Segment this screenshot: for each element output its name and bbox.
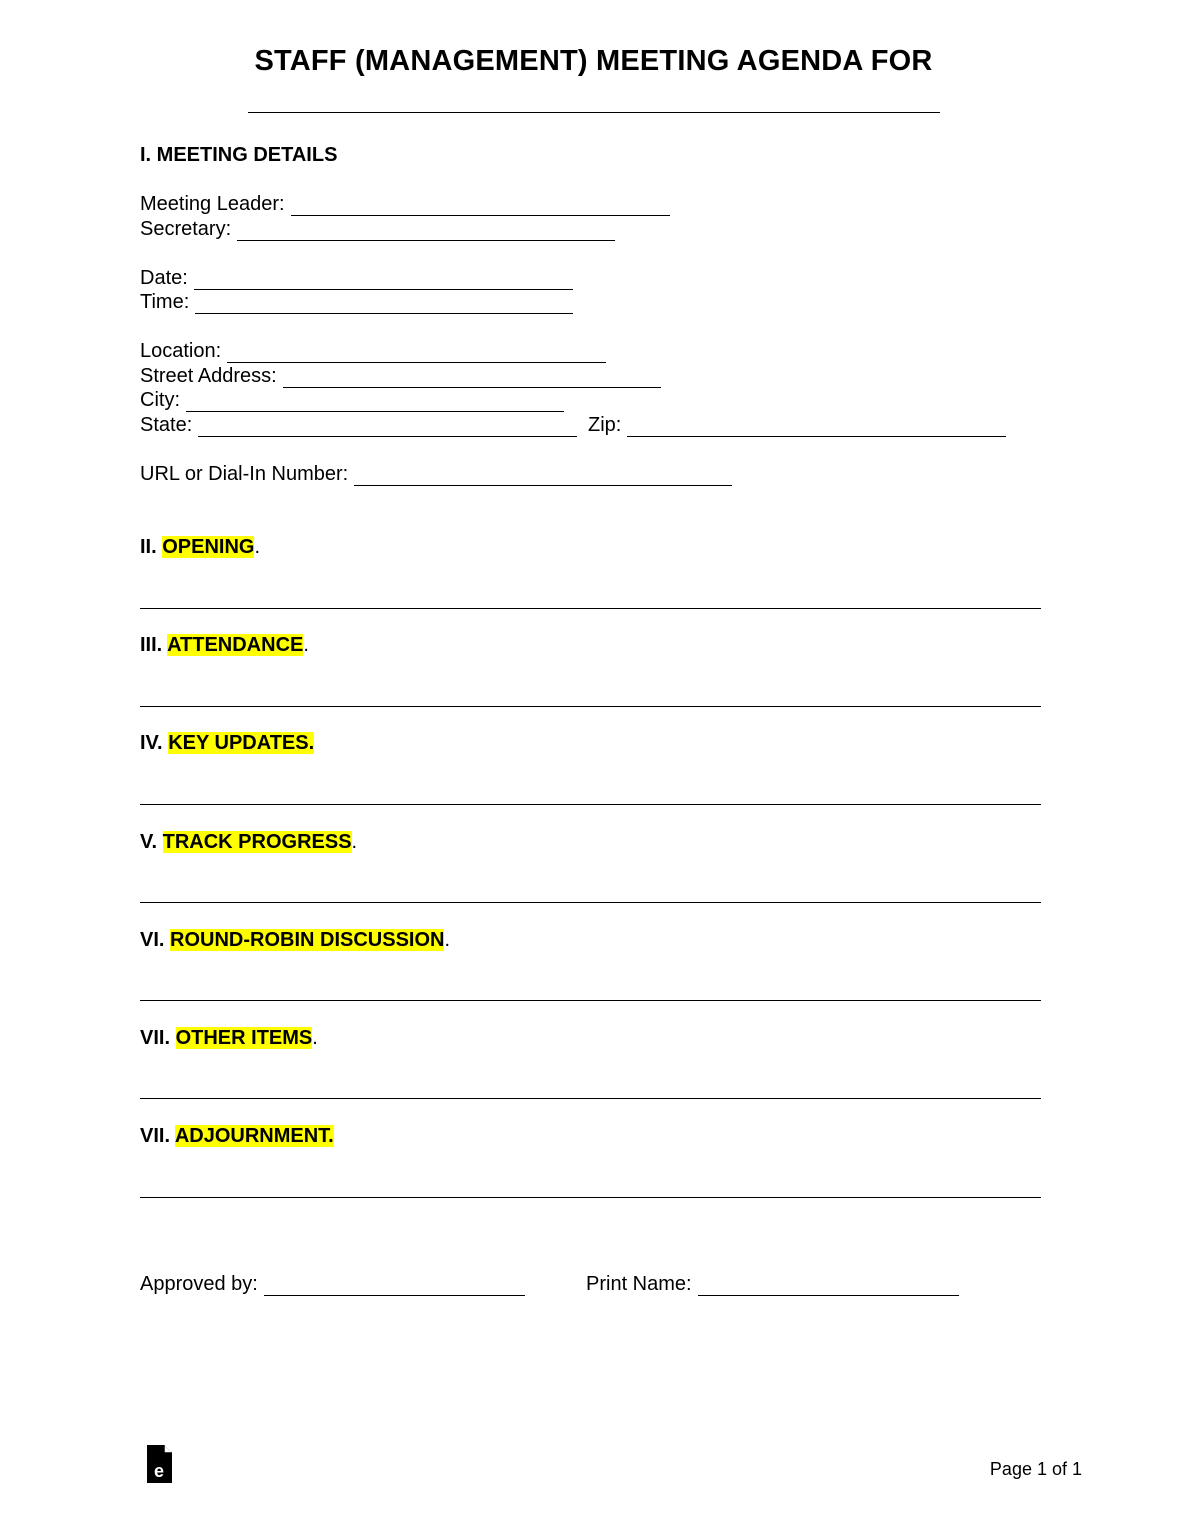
approved-by-field	[140, 1272, 525, 1296]
key-updates-blank-line[interactable]	[140, 804, 1041, 805]
section-adjournment-heading: VII. ADJOURNMENT.	[140, 1125, 334, 1147]
secretary-blank[interactable]	[237, 222, 615, 241]
secretary-label: Secretary:	[140, 218, 232, 240]
date-field	[140, 266, 573, 290]
city-label: City:	[140, 389, 180, 411]
attendance-highlight: ATTENDANCE	[167, 634, 304, 656]
attendance-blank-line[interactable]	[140, 706, 1041, 707]
time-field	[140, 290, 573, 314]
round-robin-highlight: ROUND-ROBIN DISCUSSION	[170, 929, 445, 951]
svg-text:e: e	[153, 1461, 165, 1481]
section-track-progress-heading: V. TRACK PROGRESS.	[140, 831, 358, 853]
meeting-leader-field	[140, 192, 670, 216]
section-other-items-heading: VII. OTHER ITEMS.	[140, 1027, 318, 1049]
location-field	[140, 339, 606, 363]
other-items-highlight: OTHER ITEMS	[175, 1027, 313, 1049]
track-progress-blank-line[interactable]	[140, 902, 1041, 903]
street-address-blank[interactable]	[283, 369, 661, 388]
secretary-field	[140, 217, 615, 241]
meeting-leader-label: Meeting Leader:	[140, 193, 285, 215]
page-number: Page 1 of 1	[989, 1459, 1082, 1479]
time-blank[interactable]	[195, 295, 573, 314]
url-field	[140, 462, 732, 486]
city-field	[140, 388, 564, 412]
section-attendance-heading: III. ATTENDANCE.	[140, 634, 309, 656]
street-address-label: Street Address:	[140, 365, 277, 387]
adjournment-highlight: ADJOURNMENT.	[174, 1125, 334, 1147]
zip-field	[588, 413, 1006, 437]
approved-by-label: Approved by:	[140, 1273, 258, 1295]
zip-blank[interactable]	[627, 418, 1006, 437]
approved-by-blank[interactable]	[264, 1277, 525, 1296]
url-label: URL or Dial-In Number:	[140, 463, 349, 485]
track-progress-highlight: TRACK PROGRESS	[162, 831, 352, 853]
print-name-field	[586, 1272, 959, 1296]
section-key-updates-heading: IV. KEY UPDATES.	[140, 732, 315, 754]
street-address-field	[140, 364, 661, 388]
title-blank-line[interactable]	[248, 112, 940, 113]
section-round-robin-heading: VI. ROUND-ROBIN DISCUSSION.	[140, 929, 451, 951]
key-updates-highlight: KEY UPDATES.	[168, 732, 315, 754]
location-label: Location:	[140, 340, 222, 362]
section-meeting-details-heading: I. MEETING DETAILS	[140, 144, 338, 166]
date-blank[interactable]	[194, 271, 573, 290]
time-label: Time:	[140, 291, 190, 313]
zip-label: Zip:	[588, 414, 622, 436]
state-label: State:	[140, 414, 193, 436]
url-blank[interactable]	[354, 467, 732, 486]
other-items-blank-line[interactable]	[140, 1098, 1041, 1099]
print-name-blank[interactable]	[698, 1277, 959, 1296]
document-logo-icon	[146, 1444, 173, 1484]
opening-highlight: OPENING	[162, 536, 255, 558]
date-label: Date:	[140, 267, 188, 289]
location-blank[interactable]	[227, 344, 606, 363]
opening-blank-line[interactable]	[140, 608, 1041, 609]
adjournment-blank-line[interactable]	[140, 1197, 1041, 1198]
print-name-label: Print Name:	[586, 1273, 692, 1295]
state-blank[interactable]	[198, 418, 577, 437]
document-title: STAFF (MANAGEMENT) MEETING AGENDA FOR	[254, 45, 933, 77]
city-blank[interactable]	[186, 393, 564, 412]
state-field	[140, 413, 577, 437]
section-opening-heading: II. OPENING.	[140, 536, 261, 558]
meeting-leader-blank[interactable]	[291, 197, 670, 216]
round-robin-blank-line[interactable]	[140, 1000, 1041, 1001]
